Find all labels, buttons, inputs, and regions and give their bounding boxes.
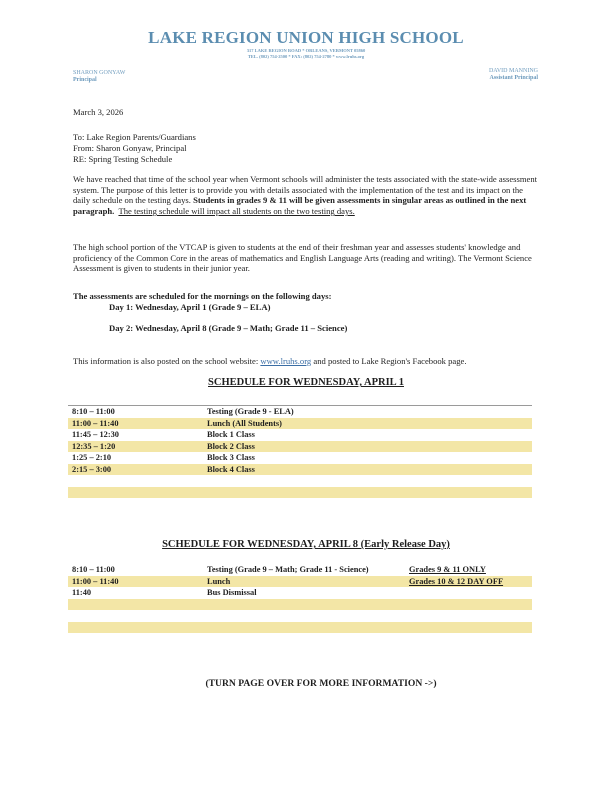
website-text-pre: This information is also posted on the school website: [73,356,261,366]
table-row [68,587,532,599]
day1-line: Day 1: Wednesday, April 1 (Grade 9 – ELA) [109,302,271,312]
schedule-april8-table [68,564,532,633]
letter-from: From: Sharon Gonyaw, Principal [73,143,187,153]
activity-cell: Block 2 Class [207,441,255,451]
time-cell: 11:00 – 11:40 [72,576,119,586]
school-contact: TEL. (802) 754-2500 * FAX: (802) 754-2780 * www.lruhs.org [247,54,365,59]
table-row [68,418,532,430]
activity-cell: Block 4 Class [207,464,255,474]
time-cell: 12:35 – 1:20 [72,441,116,451]
table-row [68,464,532,476]
time-cell: 11:40 [72,588,92,597]
table-row [68,406,532,418]
note-cell: Grades 10 & 12 DAY OFF [409,576,504,586]
table-row-empty [68,487,532,499]
table-row [68,441,532,453]
table-row [68,429,532,441]
time-cell: 11:45 – 12:30 [72,430,119,439]
website-line [73,356,466,367]
letter-date: March 3, 2026 [73,107,124,117]
schedule-april1-title: SCHEDULE FOR WEDNESDAY, APRIL 1 [208,377,404,388]
intro-text: We have reached that time of the school year when Vermont schools will administer the tests associated with the state-wide assessment system. The purpose of this letter is to provide you with details associated with the implementation of the test and its impact on the daily schedule on the testing days. [73,174,538,206]
day2-line: Day 2: Wednesday, April 8 (Grade 9 – Math; Grade 11 – Science) [109,323,348,333]
table-row-empty [68,622,532,634]
schedule-april1-table [68,405,532,498]
vtcap-paragraph: The high school portion of the VTCAP is given to students at the end of their freshman year and assesses students' knowledge and proficiency of the Common Core in the areas of mathematics and English Language Arts (reading and writing). The Vermont Science Assessment is given to students in their junior year. [73,242,532,274]
table-row-empty [68,475,532,487]
school-address: 317 LAKE REGION ROAD * ORLEANS, VERMONT 05860 [246,48,366,53]
website-link[interactable]: www.lruhs.org [260,356,312,366]
website-text-post: and posted to Lake Region's Facebook page. [311,356,467,366]
intro-paragraph [73,174,539,217]
turn-page-note: (TURN PAGE OVER FOR MORE INFORMATION ->) [205,678,437,689]
table-row-empty [68,610,532,622]
principal-role: Principal [73,77,97,83]
principal-block [73,70,125,84]
time-cell: 8:10 – 11:00 [72,407,115,416]
table-row-empty [68,599,532,611]
school-name: LAKE REGION UNION HIGH SCHOOL [148,28,464,47]
note-cell: Grades 9 & 11 ONLY [409,565,486,574]
schedule-april8-title: SCHEDULE FOR WEDNESDAY, APRIL 8 (Early Release Day) [162,539,450,550]
activity-cell: Testing (Grade 9 – Math; Grade 11 - Science) [207,565,369,574]
activity-cell: Lunch [207,576,231,586]
table-row [68,576,532,588]
assessments-heading: The assessments are scheduled for the mornings on the following days: [73,291,332,301]
activity-cell: Block 3 Class [207,453,255,462]
letter-re: RE: Spring Testing Schedule [73,154,173,164]
activity-cell: Bus Dismissal [207,588,257,597]
assistant-principal-name: DAVID MANNING [488,68,538,74]
time-cell: 2:15 – 3:00 [72,464,112,474]
activity-cell: Lunch (All Students) [207,418,282,428]
table-row [68,564,532,576]
time-cell: 1:25 – 2:10 [72,453,112,462]
activity-cell: Block 1 Class [207,430,255,439]
activity-cell: Testing (Grade 9 - ELA) [207,407,294,416]
table-row [68,452,532,464]
time-cell: 11:00 – 11:40 [72,418,119,428]
letter-to: To: Lake Region Parents/Guardians [73,132,196,142]
assistant-principal-block [489,68,538,82]
principal-name: SHARON GONYAW [73,70,126,76]
time-cell: 8:10 – 11:00 [72,565,115,574]
assistant-principal-role: Assistant Principal [489,75,538,81]
intro-bold-text: Students in grades 9 & 11 will be given assessments in singular areas as outlined in the next paragraph. [73,195,527,217]
intro-underlined-text: The testing schedule will impact all students on the two testing days. [118,206,355,217]
